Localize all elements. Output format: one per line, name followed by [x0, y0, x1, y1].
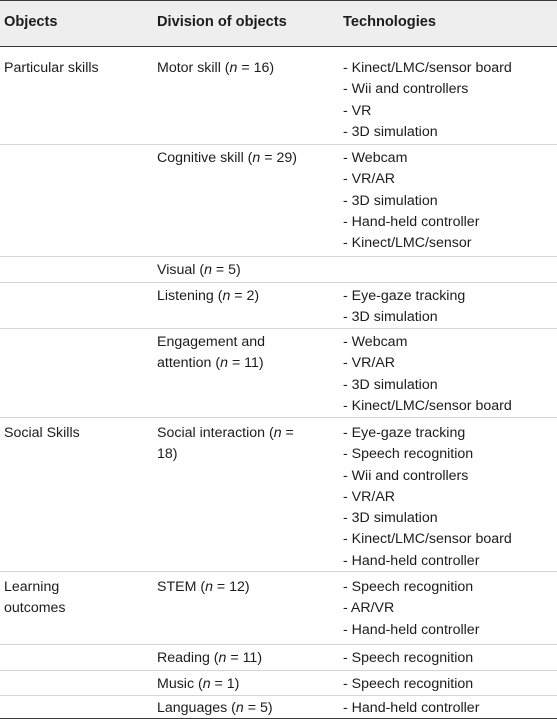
technology-item: - VR/AR: [343, 488, 396, 505]
division-engagement-attention: Engagement and attention (n = 11): [157, 334, 266, 372]
row-separator: [0, 695, 557, 696]
technology-item: - 3D simulation: [343, 309, 438, 326]
technology-item: - VR: [343, 102, 372, 119]
technology-item: - Webcam: [343, 334, 408, 350]
technologies-music: [343, 674, 473, 695]
division-languages: Languages (n = 5): [157, 700, 273, 716]
division-music: Music (n = 1): [157, 676, 240, 692]
header-rule: [0, 46, 557, 47]
top-rule: [0, 0, 557, 1]
group-learning-outcomes: Learning outcomes: [4, 579, 66, 617]
division-listening: Listening (n = 2): [157, 288, 260, 304]
division-stem: STEM (n = 12): [157, 579, 250, 595]
technologies-cognitive-skill: [343, 148, 479, 254]
technologies-reading: [343, 648, 473, 669]
row-separator: [0, 282, 557, 283]
technology-item: - Wii and controllers: [343, 81, 469, 98]
technology-item: - Kinect/LMC/sensor board: [343, 531, 512, 548]
technologies-social-interaction: [343, 423, 512, 572]
technology-item: - Hand-held controller: [343, 621, 480, 638]
technology-item: - VR/AR: [343, 355, 396, 372]
technology-item: - 3D simulation: [343, 123, 438, 140]
row-separator: [0, 644, 557, 645]
technology-item: - AR/VR: [343, 600, 395, 617]
technology-item: - Hand-held controller: [343, 213, 480, 230]
row-separator: [0, 256, 557, 257]
technologies-stem: [343, 577, 479, 641]
division-visual: Visual (n = 5): [157, 262, 241, 278]
group-social-skills: Social Skills: [4, 425, 80, 441]
technology-item: - 3D simulation: [343, 192, 438, 209]
technology-item: - Hand-held controller: [343, 700, 480, 716]
technologies-motor-skill: [343, 58, 512, 143]
group-particular-skills: Particular skills: [4, 60, 99, 76]
technology-item: - Kinect/LMC/sensor: [343, 235, 472, 252]
header-objects: Objects: [4, 14, 58, 30]
technology-item: - Eye-gaze tracking: [343, 425, 466, 441]
row-separator: [0, 144, 557, 145]
row-separator: [0, 328, 557, 329]
division-motor-skill: Motor skill (n = 16): [157, 60, 275, 76]
division-cognitive-skill: Cognitive skill (n = 29): [157, 150, 297, 166]
technology-item: - 3D simulation: [343, 510, 438, 527]
technology-item: - Kinect/LMC/sensor board: [343, 60, 512, 76]
technologies-engagement-attention: [343, 332, 512, 417]
technology-item: - Eye-gaze tracking: [343, 288, 466, 304]
technology-item: - 3D simulation: [343, 376, 438, 393]
technology-item: - Speech recognition: [343, 676, 474, 692]
technology-item: - Kinect/LMC/sensor board: [343, 397, 512, 414]
header-division: Division of objects: [157, 14, 287, 30]
division-reading: Reading (n = 11): [157, 650, 263, 666]
technologies-languages: [343, 698, 479, 719]
division-social-interaction: Social interaction (n = 18): [157, 425, 294, 463]
technology-item: - Speech recognition: [343, 446, 474, 463]
row-separator: [0, 670, 557, 671]
header-technologies: Technologies: [343, 14, 436, 30]
technology-item: - VR/AR: [343, 171, 396, 188]
technology-item: - Speech recognition: [343, 650, 474, 666]
technology-item: - Wii and controllers: [343, 467, 469, 484]
technology-item: - Hand-held controller: [343, 552, 480, 569]
technology-item: - Webcam: [343, 150, 408, 166]
technology-item: - Speech recognition: [343, 579, 474, 595]
technologies-listening: [343, 286, 465, 329]
